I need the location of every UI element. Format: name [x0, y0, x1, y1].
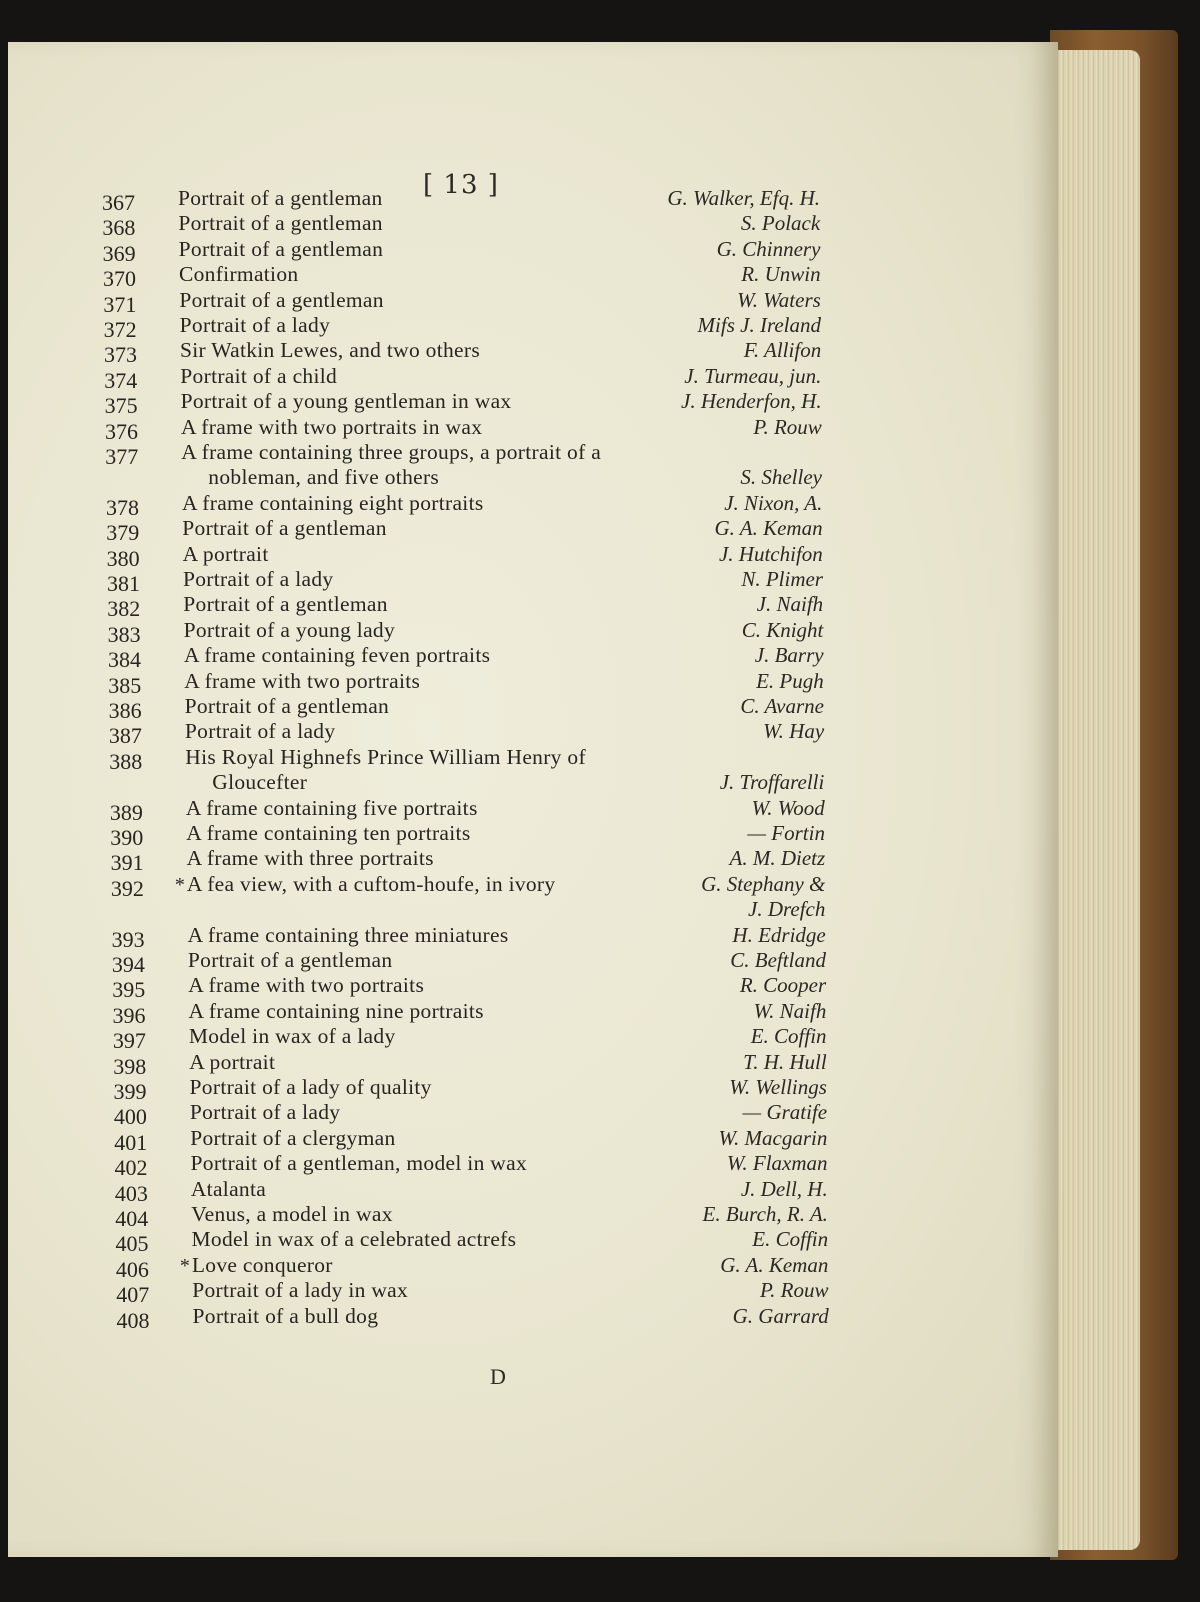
entry-artist: C. Beftland: [730, 948, 826, 972]
entry-title: Portrait of a clergyman: [190, 1125, 396, 1150]
entry-number: 372: [103, 317, 137, 342]
entry-number: 408: [116, 1307, 150, 1333]
catalogue-entry: [8, 287, 1058, 320]
entry-artist: R. Cooper: [739, 973, 827, 998]
entry-number: 404: [115, 1206, 149, 1231]
signature-mark: D: [490, 1364, 506, 1389]
entry-number: 391: [110, 850, 144, 876]
entry-number: 381: [106, 571, 140, 596]
entry-number: 385: [108, 672, 142, 698]
catalogue-entry: [8, 1227, 1058, 1259]
entry-artist: A. M. Dietz: [729, 846, 826, 871]
entry-artist: R. Unwin: [741, 262, 821, 287]
entry-artist: J. Henderfon, H.: [681, 389, 822, 414]
entry-number: 392: [110, 875, 144, 901]
entry-number: 377: [105, 444, 139, 469]
catalogue-entry: [8, 1075, 1058, 1107]
catalogue-entry: [8, 211, 1058, 243]
entry-number: 379: [106, 520, 140, 546]
entry-number: 371: [103, 291, 137, 317]
catalogue-entry: [8, 592, 1058, 624]
entry-artist: W. Naifh: [753, 998, 827, 1023]
entry-title: A portrait: [182, 541, 269, 566]
catalogue-entry: [8, 922, 1058, 955]
entry-number: 395: [112, 977, 146, 1003]
entry-number: 380: [106, 545, 140, 571]
catalogue-entry: [8, 1151, 1058, 1183]
entry-artist: G. Chinnery: [716, 236, 821, 261]
entry-title: Model in wax of a celebrated actrefs: [191, 1227, 517, 1252]
entry-artist: E. Pugh: [756, 668, 824, 693]
entry-number: 388: [109, 748, 143, 774]
entry-number: 376: [104, 418, 138, 444]
entry-title: Portrait of a gentleman: [178, 186, 383, 210]
entry-number: 407: [116, 1282, 150, 1308]
page-number: [ 13 ]: [423, 170, 499, 200]
catalogue-entry: [8, 262, 1058, 294]
entry-number: 369: [102, 240, 136, 266]
entry-artist: J. Naifh: [756, 592, 824, 617]
entry-artist: — Fortin: [747, 821, 825, 845]
entry-artist: J. Troffarelli: [719, 770, 825, 795]
entry-title: A frame containing eight portraits: [181, 490, 484, 515]
entry-title-continued: Gloucefter: [212, 770, 308, 795]
catalogue-entry: [8, 1252, 1058, 1285]
entry-artist: E. Coffin: [752, 1227, 829, 1252]
entry-number: 396: [112, 1002, 146, 1028]
entry-artist: J. Barry: [754, 643, 824, 668]
entry-artist: P. Rouw: [753, 414, 822, 439]
entry-title: Love conqueror: [191, 1252, 333, 1277]
entry-title: Portrait of a gentleman: [183, 592, 388, 617]
entry-artist: W. Flaxman: [726, 1151, 828, 1176]
entry-title: Portrait of a young lady: [183, 617, 396, 642]
entry-artist: C. Knight: [741, 617, 824, 642]
entry-number: 402: [114, 1155, 148, 1181]
entry-number: 397: [112, 1028, 146, 1054]
entry-artist: P. Rouw: [760, 1278, 829, 1303]
catalogue-entry: [8, 821, 1058, 853]
entry-title: Portrait of a gentleman: [178, 211, 383, 236]
entry-artist: N. Plimer: [741, 567, 823, 591]
entry-number: 378: [105, 494, 139, 520]
entry-artist-continued: J. Drefch: [748, 897, 826, 922]
entry-number: 398: [113, 1053, 147, 1079]
entry-artist: J. Turmeau, jun.: [684, 363, 822, 388]
entry-artist: G. Stephany &: [701, 871, 826, 896]
entry-number: 393: [111, 926, 145, 952]
entry-number: 399: [113, 1079, 147, 1104]
catalogue-entry: [8, 998, 1058, 1031]
entry-title: A frame containing feven portraits: [183, 643, 491, 668]
catalogue-entry: [8, 389, 1058, 421]
entry-title: A fea view, with a cuftom-houfe, in ivory: [186, 871, 556, 896]
entry-number: 373: [103, 342, 137, 368]
entry-artist: S. Shelley: [740, 465, 822, 490]
catalogue-entry: [8, 795, 1058, 828]
entry-number: 400: [113, 1104, 147, 1130]
catalogue-entry: [8, 338, 1058, 370]
entry-number: 386: [108, 698, 142, 723]
catalogue-entry: [8, 744, 1058, 795]
entry-title: Sir Watkin Lewes, and two others: [179, 338, 481, 363]
catalogue-entry: [8, 236, 1058, 269]
entry-artist: E. Burch, R. A.: [702, 1202, 828, 1226]
catalogue-entry: [8, 490, 1058, 523]
catalogue-entry: [8, 440, 1058, 490]
entry-artist: G. Walker, Efq. H.: [667, 186, 820, 210]
entry-artist: W. Wood: [751, 795, 825, 820]
entry-artist: J. Dell, H.: [740, 1176, 828, 1201]
entry-title: A frame with two portraits: [188, 973, 425, 998]
entry-artist: — Gratife: [742, 1100, 828, 1125]
catalogue-entry: [8, 1125, 1058, 1158]
entry-title: A frame containing three miniatures: [187, 922, 509, 947]
entry-title: Portrait of a gentleman: [187, 948, 393, 972]
entry-title: A frame containing five portraits: [185, 795, 478, 820]
entry-title: Confirmation: [178, 262, 299, 287]
entry-artist: G. Garrard: [732, 1303, 829, 1328]
entry-number: 403: [114, 1180, 148, 1206]
asterisk-mark: *: [179, 1254, 190, 1277]
entry-artist: S. Polack: [740, 211, 821, 236]
entry-title: Portrait of a gentleman: [179, 287, 384, 312]
entry-number: 375: [104, 393, 138, 419]
entry-title: A frame with two portraits in wax: [180, 414, 483, 439]
entry-title: A frame with two portraits: [184, 668, 421, 693]
entry-number: 389: [109, 799, 143, 825]
entry-title: A portrait: [189, 1049, 276, 1074]
entry-number: 387: [108, 723, 142, 749]
entry-title: Atalanta: [190, 1176, 267, 1201]
entry-artist: T. H. Hull: [743, 1049, 827, 1074]
entry-title: A frame containing nine portraits: [188, 998, 484, 1023]
entry-title: Portrait of a lady in wax: [192, 1278, 409, 1303]
catalogue-entry: [8, 973, 1058, 1005]
entry-artist: J. Nixon, A.: [724, 490, 823, 515]
catalogue-entry: [8, 1176, 1058, 1209]
catalogue-entry: [8, 363, 1058, 396]
entry-number: 394: [111, 952, 145, 977]
entry-number: 390: [110, 825, 144, 850]
entry-number: 367: [102, 190, 135, 215]
entry-artist: E. Coffin: [750, 1024, 827, 1049]
entry-number: 406: [115, 1256, 149, 1282]
entry-artist: W. Wellings: [729, 1075, 827, 1099]
catalogue-entry: [8, 1049, 1058, 1082]
entry-title: Model in wax of a lady: [188, 1024, 396, 1049]
entry-artist: C. Avarne: [740, 694, 824, 718]
entry-title: Portrait of a gentleman: [182, 516, 387, 541]
entry-title: Portrait of a gentleman: [178, 236, 384, 261]
entry-artist: G. A. Keman: [714, 516, 823, 541]
entry-title: Portrait of a young gentleman in wax: [180, 389, 512, 414]
entry-artist: G. A. Keman: [720, 1252, 829, 1277]
entry-title: Portrait of a lady: [179, 313, 331, 337]
entry-title: Portrait of a lady: [184, 719, 336, 744]
catalogue-entry: [8, 1024, 1058, 1056]
entry-artist: Mifs J. Ireland: [697, 313, 821, 337]
entry-number: 384: [107, 647, 141, 673]
catalogue-entry: [8, 694, 1058, 726]
entry-title: A frame containing ten portraits: [186, 821, 471, 845]
entry-number: 374: [104, 367, 138, 393]
entry-title: A frame with three portraits: [186, 846, 434, 871]
entry-artist: H. Edridge: [732, 922, 826, 947]
catalogue-entry: [8, 1303, 1058, 1336]
catalogue-entry: [8, 1100, 1058, 1132]
catalogue-entry: [8, 541, 1058, 574]
entry-title: Portrait of a lady: [189, 1100, 341, 1125]
entry-number: 405: [115, 1231, 149, 1257]
entry-title: Portrait of a lady of quality: [189, 1075, 432, 1099]
catalogue-entry: [8, 516, 1058, 548]
catalogue-entry: [8, 313, 1058, 345]
catalogue-entry: [8, 617, 1058, 650]
catalogue-entry: [8, 1278, 1058, 1310]
catalogue-page: [8, 42, 1058, 1557]
entry-number: 383: [107, 621, 141, 647]
entry-artist: W. Waters: [737, 287, 821, 312]
asterisk-mark: *: [174, 873, 185, 896]
entry-title: Portrait of a gentleman, model in wax: [190, 1151, 528, 1176]
entry-number: 370: [102, 266, 136, 292]
entry-title: Portrait of a bull dog: [192, 1303, 379, 1328]
catalogue-entry: [8, 186, 1058, 218]
entry-title: Venus, a model in wax: [191, 1202, 393, 1226]
entry-title: A frame containing three groups, a portrait of a: [181, 440, 602, 464]
entry-title-continued: nobleman, and five others: [208, 465, 440, 490]
catalogue-entry: [8, 668, 1058, 701]
entry-number: 368: [102, 215, 136, 241]
catalogue-entry: [8, 567, 1058, 599]
entry-artist: W. Macgarin: [718, 1125, 828, 1150]
entry-artist: J. Hutchifon: [718, 541, 823, 566]
catalogue-entry: [8, 643, 1058, 675]
entry-number: 401: [114, 1129, 148, 1155]
entry-number: 382: [107, 596, 141, 622]
entry-artist: W. Hay: [763, 719, 825, 744]
entry-title: Portrait of a child: [180, 363, 338, 388]
catalogue-entry: [8, 948, 1058, 980]
entry-title: Portrait of a gentleman: [184, 694, 390, 718]
catalogue-entry: [8, 1202, 1058, 1234]
entry-title: His Royal Highnefs Prince William Henry of: [185, 744, 586, 769]
entry-title: Portrait of a lady: [182, 567, 334, 591]
catalogue-entry: [8, 871, 1058, 922]
entry-artist: F. Allifon: [743, 338, 822, 363]
